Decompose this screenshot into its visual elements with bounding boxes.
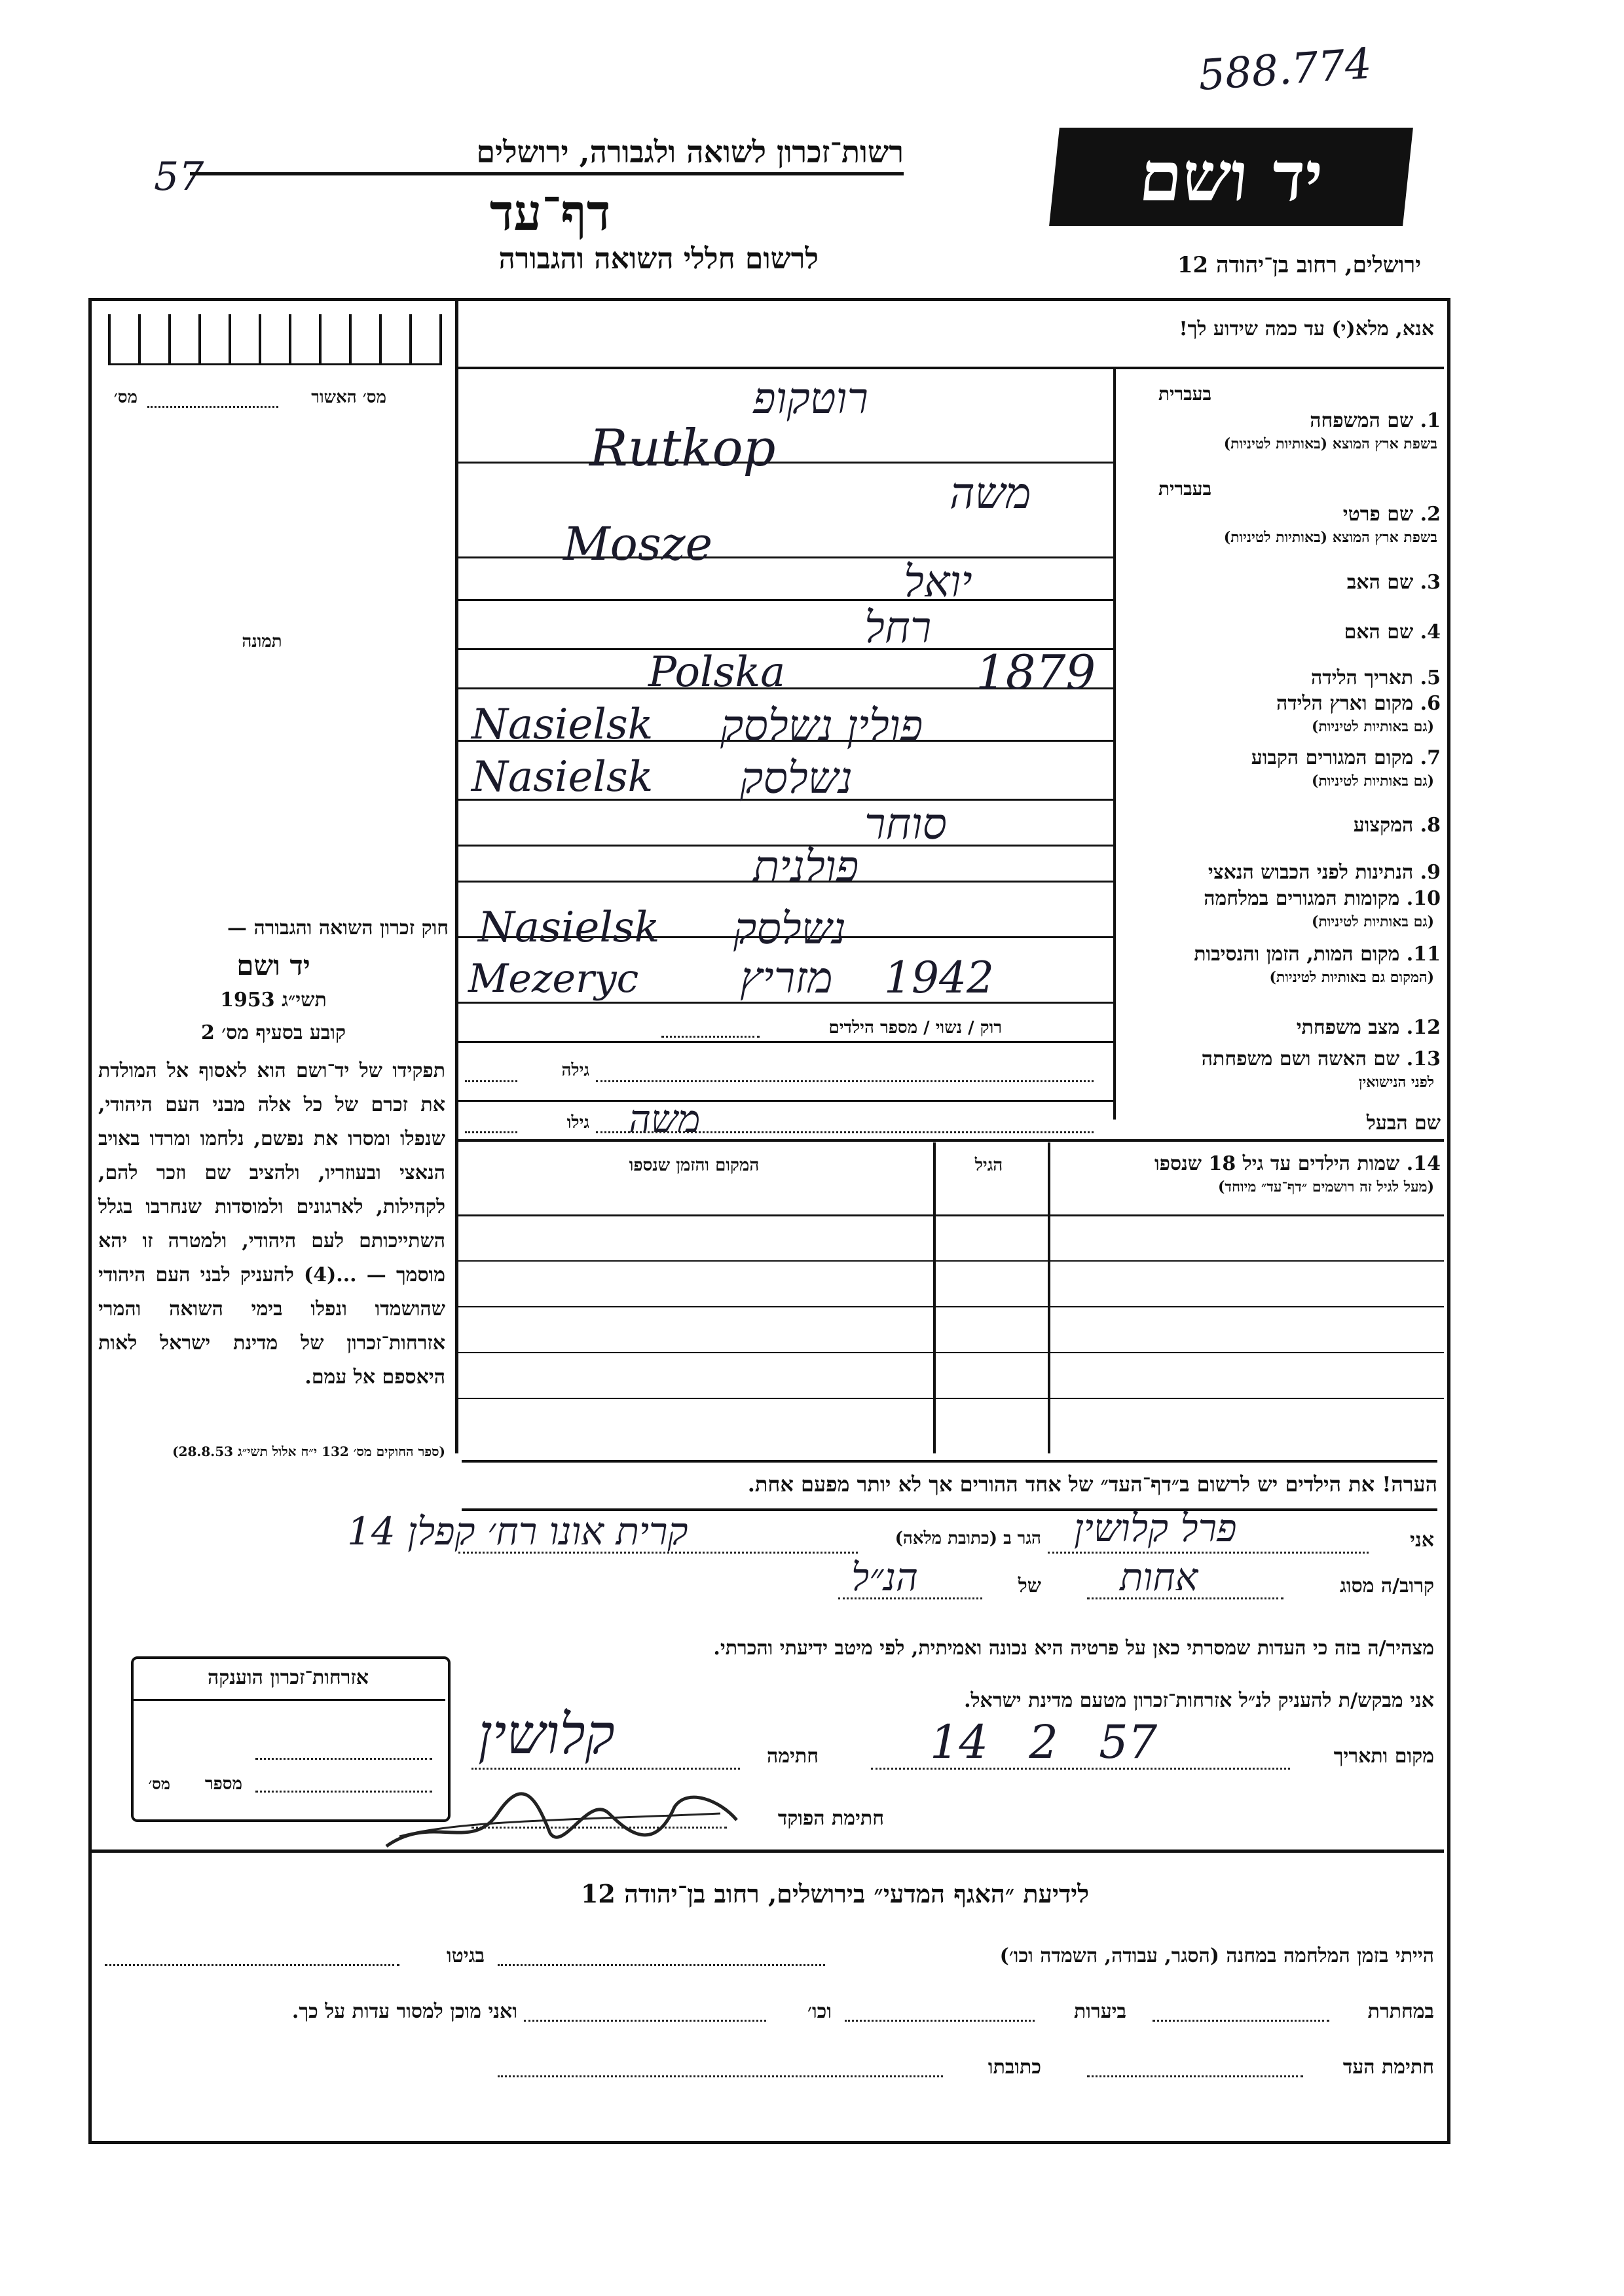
f6-top-value[interactable]: Polska bbox=[648, 648, 786, 697]
of-label: של bbox=[1018, 1575, 1041, 1597]
f6-latin-value[interactable]: Nasielsk bbox=[471, 701, 654, 749]
footer-etc-line[interactable] bbox=[524, 2020, 766, 2022]
f3-label: 3. שם האב bbox=[1346, 571, 1441, 594]
f8-value[interactable]: סוחר bbox=[864, 799, 947, 849]
f10-sub: (גם באותיות לטיניות) bbox=[1311, 913, 1434, 930]
f4-value[interactable]: רחל bbox=[864, 602, 932, 653]
f11-latin-value[interactable]: Mezeryc bbox=[468, 956, 639, 1002]
f7-sub: (גם באותיות לטיניות) bbox=[1311, 773, 1434, 790]
law-body: תפקידו של יד־ושם הוא לאסוף אל המולדת את זכרם של כל אלה מבני העם היהודי, שנפלו ומסרו את נפשם, נלחמו ומרדו באויב הנאצי ובעוזריו, ולהציב שם וזכר להם, לקהילות, לארגונים ולמוסדות שנחרבו בגלל השתייכותם לעם היהודי, ולמטרה זו יהא מוסמך — ...(4) להעניק לבני העם היהודי שהושמדו ונפלו בימי השואה והמרי אזרחות־זכרון של מדינת ישראל לאות היאספם אל עמם. bbox=[98, 1059, 445, 1389]
children-col-divider-2 bbox=[933, 1142, 936, 1453]
of-value[interactable]: הנ״ל bbox=[851, 1555, 919, 1599]
photo-label: תמונה bbox=[242, 632, 282, 651]
declarant-name-value[interactable]: פרל קלושין bbox=[1074, 1506, 1237, 1550]
authority-name: רשות־זכרון לשואה ולגבורה, ירושלים bbox=[190, 134, 904, 175]
citizenship-number-label: מספר bbox=[204, 1774, 242, 1794]
footer-underground: במחתרת bbox=[1367, 2000, 1434, 2023]
inspector-line[interactable] bbox=[471, 1827, 727, 1829]
f7-latin-value[interactable]: Nasielsk bbox=[471, 753, 654, 801]
f5-value[interactable]: 1879 bbox=[976, 645, 1096, 700]
law-clause: קובע בסעיף מס׳ 2 bbox=[200, 1021, 346, 1044]
f13-age-line[interactable] bbox=[465, 1080, 517, 1082]
date-value[interactable]: 14 2 57 bbox=[930, 1715, 1158, 1769]
f10-hebrew-value[interactable]: נשלסק bbox=[733, 903, 846, 954]
left-column-divider bbox=[455, 301, 458, 1453]
children-col-divider-1 bbox=[1048, 1142, 1050, 1453]
form-title: דף־עד bbox=[489, 183, 611, 242]
footer-ready: ואני מוכן למסור עדות על כך. bbox=[291, 2000, 517, 2023]
f6-sub: (גם באותיות לטיניות) bbox=[1311, 718, 1434, 735]
husband-age-line[interactable] bbox=[465, 1131, 517, 1133]
f1-latin-value[interactable]: Rutkop bbox=[589, 419, 776, 478]
f13-label: 13. שם האשה ושם משפחתה bbox=[1201, 1048, 1441, 1070]
approval-boxes bbox=[108, 314, 442, 365]
f11-hebrew-value[interactable]: מזריץ bbox=[740, 953, 833, 1003]
children-col-age: הגיל bbox=[974, 1156, 1003, 1175]
footer-witness-sig: חתימת העד bbox=[1342, 2056, 1434, 2079]
declarant-residing-label: הגר ב (כתובת מלאה) bbox=[895, 1529, 1041, 1548]
f8-label: 8. המקצוע bbox=[1353, 814, 1441, 837]
f13-wife-line[interactable] bbox=[596, 1080, 1094, 1082]
f2-label: 2. שם פרטי bbox=[1342, 503, 1441, 526]
place-date-label: מקום ותאריך bbox=[1333, 1745, 1434, 1768]
footer-line1: הייתי בזמן המלחמה במחנה (הסגר, עבודה, השמדה וכו׳) bbox=[999, 1944, 1434, 1967]
citizenship-line-1[interactable] bbox=[255, 1758, 432, 1760]
footer-ghetto: בגיטו bbox=[446, 1944, 485, 1967]
f13-age-label: גילה bbox=[561, 1061, 589, 1080]
husband-value[interactable]: משה bbox=[629, 1097, 701, 1141]
citizenship-title: אזרחות־זכרון הוענקה bbox=[207, 1666, 369, 1689]
footer-address-line[interactable] bbox=[498, 2075, 943, 2077]
f10-label: 10. מקומות המגורים במלחמה bbox=[1204, 887, 1441, 910]
citizenship-line-2[interactable] bbox=[255, 1791, 432, 1793]
f9-label: 9. הנתינות לפני הכבוש הנאצי bbox=[1208, 861, 1441, 884]
law-logo: יד ושם bbox=[236, 949, 310, 981]
footer-heading: לידיעת ״האגף המדעי״ בירושלים, רחוב בן־יהודה 12 bbox=[580, 1879, 1090, 1908]
approval-line[interactable] bbox=[147, 406, 278, 408]
footer-divider bbox=[92, 1850, 1444, 1853]
declarant-address-value[interactable]: קרית אונו רח׳ קפלן 14 bbox=[347, 1509, 688, 1554]
footer-forests: ביערות bbox=[1073, 2000, 1126, 2023]
please-fill: אנא, מלא(י) עד כמה שידוע לך! bbox=[1179, 318, 1434, 340]
relative-label: קרוב/ה מסוג bbox=[1339, 1575, 1434, 1597]
signature-value[interactable]: קלושין bbox=[478, 1702, 615, 1766]
f1-label: 1. שם המשפחה bbox=[1310, 409, 1441, 432]
f13-sub: לפני הנישואין bbox=[1358, 1074, 1434, 1091]
f12-line[interactable] bbox=[661, 1036, 760, 1038]
approval-no: מס׳ bbox=[113, 388, 138, 407]
f1-sub: בשפת ארץ המוצא (באותיות לטיניות) bbox=[1223, 435, 1437, 452]
of-line[interactable] bbox=[838, 1597, 982, 1599]
note-text: הערה! את הילדים יש לרשום ב״דף־העד״ של אחד ההורים אך לא יותר מפעם אחת. bbox=[462, 1460, 1437, 1511]
footer-ghetto-line[interactable] bbox=[105, 1964, 399, 1966]
yad-vashem-logo bbox=[1049, 128, 1413, 226]
f2-sub: בשפת ארץ המוצא (באותיות לטיניות) bbox=[1223, 529, 1437, 546]
relative-line[interactable] bbox=[1087, 1597, 1283, 1599]
citizenship-title-line bbox=[134, 1699, 445, 1701]
declare-text: מצהיר/ה בזה כי העדות שמסרתי כאן על פרטיה היא נכונה ואמיתית, לפי מיטב ידיעתי והכרתי. bbox=[713, 1637, 1434, 1660]
in-hebrew-2: בעברית bbox=[1158, 478, 1211, 500]
declarant-address-line[interactable] bbox=[458, 1552, 858, 1554]
footer-forests-line[interactable] bbox=[845, 2020, 1035, 2022]
husband-line[interactable] bbox=[596, 1131, 1094, 1133]
footer-address: כתובתו bbox=[987, 2056, 1041, 2079]
f7-hebrew-value[interactable]: נשלסק bbox=[740, 753, 853, 803]
f12-options[interactable]: רוק / נשוי / מספר הילדים bbox=[828, 1018, 1002, 1038]
top-row-divider bbox=[458, 367, 1444, 369]
form-subtitle: לרשום חללי השואה והגבורה bbox=[498, 242, 819, 276]
footer-camp-line[interactable] bbox=[498, 1964, 825, 1966]
husband-label: שם הבעל bbox=[1366, 1112, 1441, 1135]
law-year: תשי״ג 1953 bbox=[220, 989, 327, 1011]
declarant-name-line[interactable] bbox=[1048, 1552, 1369, 1554]
law-title: חוק זכרון השואה והגבורה — bbox=[227, 917, 449, 939]
file-number: 588.774 bbox=[1196, 39, 1373, 101]
f1-hebrew-value[interactable]: רוטקופ bbox=[753, 373, 868, 424]
relative-value[interactable]: אחות bbox=[1120, 1555, 1198, 1599]
declarant-i-label: אני bbox=[1410, 1529, 1434, 1552]
label-column-divider bbox=[1113, 367, 1116, 1120]
request-text: אני מבקש/ת להעניק לנ״ל אזרחות־זכרון מטעם מדינת ישראל. bbox=[964, 1689, 1434, 1712]
inspector-label: חתימת הפוקד bbox=[777, 1807, 884, 1830]
f12-label: 12. מצב משפחתי bbox=[1296, 1016, 1441, 1039]
logo-text: יד ושם bbox=[1135, 136, 1327, 217]
signature-label: חתימה bbox=[767, 1745, 819, 1768]
f6-hebrew-value[interactable]: פולין נשלסק bbox=[720, 701, 923, 751]
in-hebrew-1: בעברית bbox=[1158, 383, 1211, 405]
f11-year-value[interactable]: 1942 bbox=[884, 953, 994, 1003]
footer-etc: וכו׳ bbox=[807, 2000, 832, 2023]
f3-value[interactable]: יואל bbox=[904, 556, 972, 607]
f2-latin-value[interactable]: Mosze bbox=[563, 517, 713, 571]
f6-label: 6. מקום וארץ הלידה bbox=[1276, 692, 1441, 715]
children-col-place: המקום והזמן שנספו bbox=[629, 1156, 760, 1175]
husband-age-label: גילו bbox=[566, 1113, 589, 1133]
children-sub: (מעל לגיל זה רושמים ״דף־עד״ מיוחד) bbox=[1217, 1178, 1434, 1195]
f10-latin-value[interactable]: Nasielsk bbox=[478, 903, 660, 952]
footer-underground-line[interactable] bbox=[1153, 2020, 1329, 2022]
law-ref: (ספר החוקים מס׳ 132 י״ח אלול תשי״ג 28.8.53) bbox=[172, 1444, 445, 1459]
footer-witness-line[interactable] bbox=[1087, 2075, 1303, 2077]
place-date-line[interactable] bbox=[871, 1768, 1290, 1770]
f11-label: 11. מקום המות, הזמן והנסיבות bbox=[1194, 943, 1441, 966]
children-label: 14. שמות הילדים עד גיל 18 שנספו bbox=[1154, 1152, 1441, 1175]
f7-label: 7. מקום המגורים הקבוע bbox=[1251, 746, 1441, 769]
f5-label: 5. תאריך הלידה bbox=[1311, 666, 1441, 689]
citizenship-no: מס׳ bbox=[148, 1774, 170, 1793]
f4-label: 4. שם האם bbox=[1344, 621, 1441, 644]
sheet-mark: 57 bbox=[154, 154, 204, 200]
f11-sub: (המקום גם באותיות לטיניות) bbox=[1269, 969, 1434, 986]
signature-line[interactable] bbox=[471, 1768, 740, 1770]
address: ירושלים, רחוב בן־יהודה 12 bbox=[1177, 252, 1421, 278]
f9-value[interactable]: פולנית bbox=[753, 841, 859, 892]
f2-hebrew-value[interactable]: משה bbox=[950, 468, 1031, 519]
approval-label: מס׳ האשור bbox=[311, 388, 386, 407]
